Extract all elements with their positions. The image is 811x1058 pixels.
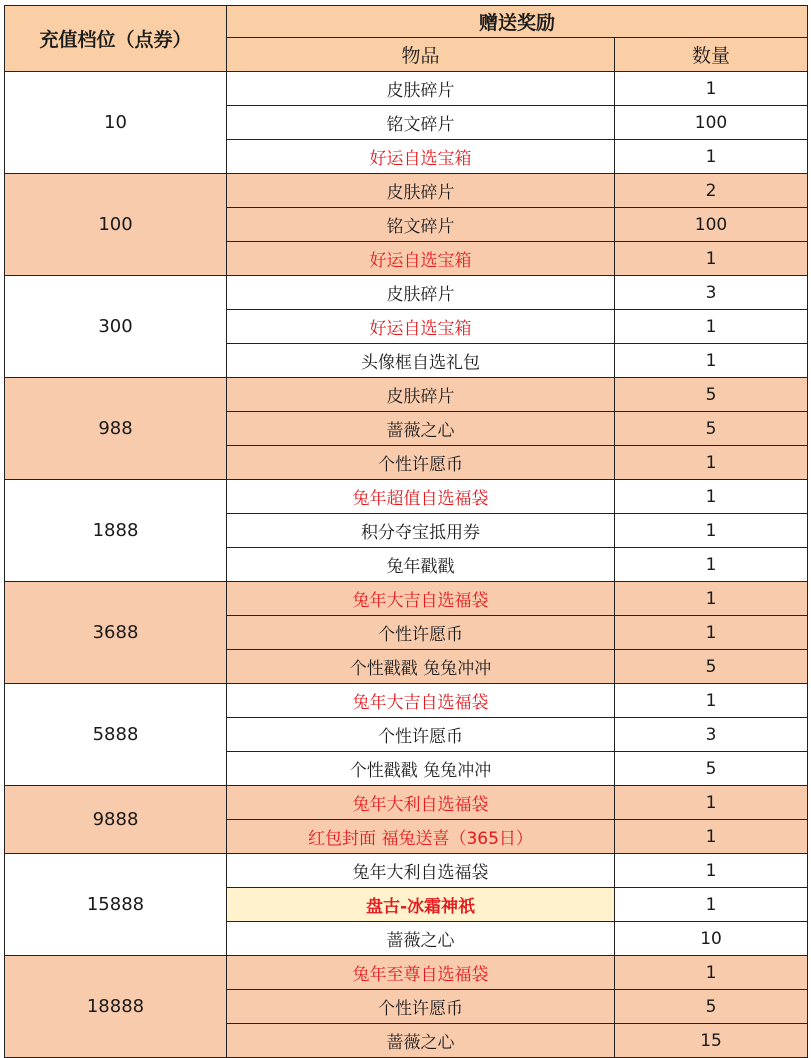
tier-amount-cell: 9888 — [5, 786, 227, 854]
reward-quantity-cell: 1 — [615, 548, 808, 582]
reward-item-cell: 兔年大吉自选福袋 — [227, 582, 615, 616]
reward-quantity-cell: 5 — [615, 378, 808, 412]
table-row — [5, 684, 808, 718]
table-row — [5, 854, 808, 888]
tier-amount-cell: 988 — [5, 378, 227, 480]
reward-quantity-cell: 100 — [615, 106, 808, 140]
reward-item-cell: 盘古-冰霜神祇 — [227, 888, 615, 922]
tier-amount-cell: 15888 — [5, 854, 227, 956]
reward-item-cell: 个性许愿币 — [227, 718, 615, 752]
reward-item-cell: 个性许愿币 — [227, 446, 615, 480]
table-row — [5, 480, 808, 514]
item-column-header: 物品 — [227, 38, 615, 72]
reward-item-cell: 铭文碎片 — [227, 208, 615, 242]
reward-item-cell: 个性戳戳 兔兔冲冲 — [227, 752, 615, 786]
table-row — [5, 956, 808, 990]
rewards-table-container — [4, 5, 807, 1058]
reward-quantity-cell: 5 — [615, 412, 808, 446]
tier-amount-cell: 100 — [5, 174, 227, 276]
reward-quantity-cell: 1 — [615, 72, 808, 106]
reward-quantity-cell: 1 — [615, 616, 808, 650]
reward-quantity-cell: 5 — [615, 990, 808, 1024]
table-row — [5, 378, 808, 412]
reward-item-cell: 蔷薇之心 — [227, 412, 615, 446]
reward-quantity-cell: 1 — [615, 480, 808, 514]
reward-item-cell: 好运自选宝箱 — [227, 242, 615, 276]
reward-quantity-cell: 1 — [615, 854, 808, 888]
reward-quantity-cell: 10 — [615, 922, 808, 956]
reward-item-cell: 兔年超值自选福袋 — [227, 480, 615, 514]
reward-item-cell: 积分夺宝抵用券 — [227, 514, 615, 548]
reward-item-cell: 蔷薇之心 — [227, 1024, 615, 1058]
tier-amount-cell: 5888 — [5, 684, 227, 786]
reward-quantity-cell: 1 — [615, 888, 808, 922]
reward-item-cell: 个性戳戳 兔兔冲冲 — [227, 650, 615, 684]
reward-quantity-cell: 2 — [615, 174, 808, 208]
reward-item-cell: 好运自选宝箱 — [227, 310, 615, 344]
tier-amount-cell: 3688 — [5, 582, 227, 684]
reward-quantity-cell: 1 — [615, 140, 808, 174]
reward-item-cell: 皮肤碎片 — [227, 378, 615, 412]
reward-quantity-cell: 3 — [615, 718, 808, 752]
table-body — [5, 72, 808, 1058]
reward-quantity-cell: 1 — [615, 786, 808, 820]
reward-item-cell: 兔年大利自选福袋 — [227, 786, 615, 820]
tier-amount-cell: 300 — [5, 276, 227, 378]
reward-item-cell: 个性许愿币 — [227, 616, 615, 650]
quantity-column-header: 数量 — [615, 38, 808, 72]
tier-column-header: 充值档位（点券） — [5, 6, 227, 72]
reward-quantity-cell: 100 — [615, 208, 808, 242]
reward-quantity-cell: 5 — [615, 650, 808, 684]
reward-quantity-cell: 1 — [615, 344, 808, 378]
reward-quantity-cell: 1 — [615, 446, 808, 480]
table-row — [5, 276, 808, 310]
reward-item-cell: 铭文碎片 — [227, 106, 615, 140]
reward-quantity-cell: 1 — [615, 514, 808, 548]
tier-amount-cell: 10 — [5, 72, 227, 174]
reward-quantity-cell: 1 — [615, 582, 808, 616]
reward-item-cell: 红包封面 福兔送喜（365日） — [227, 820, 615, 854]
reward-item-cell: 皮肤碎片 — [227, 276, 615, 310]
reward-quantity-cell: 1 — [615, 956, 808, 990]
tier-amount-cell: 1888 — [5, 480, 227, 582]
reward-quantity-cell: 5 — [615, 752, 808, 786]
table-row — [5, 786, 808, 820]
reward-item-cell: 兔年至尊自选福袋 — [227, 956, 615, 990]
reward-quantity-cell: 1 — [615, 310, 808, 344]
reward-item-cell: 兔年大利自选福袋 — [227, 854, 615, 888]
reward-item-cell: 好运自选宝箱 — [227, 140, 615, 174]
table-row — [5, 174, 808, 208]
tier-amount-cell: 18888 — [5, 956, 227, 1058]
reward-item-cell: 皮肤碎片 — [227, 174, 615, 208]
reward-item-cell: 头像框自选礼包 — [227, 344, 615, 378]
reward-quantity-cell: 1 — [615, 242, 808, 276]
table-row — [5, 72, 808, 106]
gift-reward-header: 赠送奖励 — [227, 6, 808, 38]
reward-quantity-cell: 1 — [615, 820, 808, 854]
reward-item-cell: 兔年戳戳 — [227, 548, 615, 582]
rewards-table — [4, 5, 808, 1058]
table-row — [5, 582, 808, 616]
reward-item-cell: 皮肤碎片 — [227, 72, 615, 106]
reward-item-cell: 蔷薇之心 — [227, 922, 615, 956]
reward-item-cell: 个性许愿币 — [227, 990, 615, 1024]
reward-quantity-cell: 3 — [615, 276, 808, 310]
reward-item-cell: 兔年大吉自选福袋 — [227, 684, 615, 718]
reward-quantity-cell: 1 — [615, 684, 808, 718]
reward-quantity-cell: 15 — [615, 1024, 808, 1058]
